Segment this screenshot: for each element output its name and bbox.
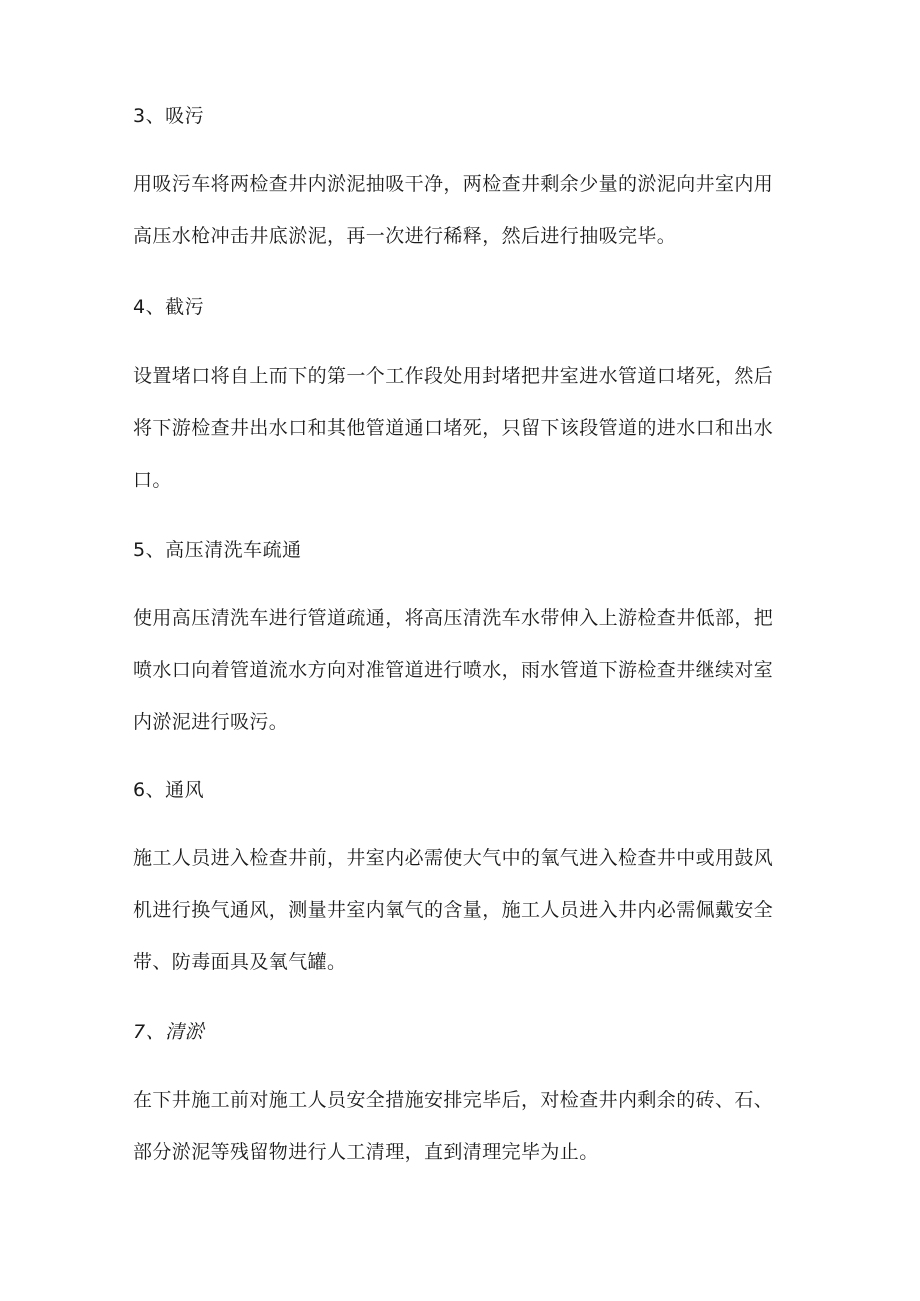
section-4-line-1: 设置堵口将自上而下的第一个工作段处用封堵把井室进水管道口堵死，然后 (133, 365, 774, 387)
section-7-line-2: 部分淤泥等残留物进行人工清理，直到清理完毕为止。 (133, 1141, 599, 1163)
section-4-line-3: 口。 (133, 469, 172, 491)
section-3-heading: 3、吸污 (133, 105, 205, 127)
section-5-line-1: 使用高压清洗车进行管道疏通，将高压清洗车水带伸入上游检查井低部，把 (133, 607, 774, 629)
section-5-paragraph (133, 592, 798, 748)
section-4-line-2: 将下游检查井出水口和其他管道通口堵死，只留下该段管道的进水口和出水 (133, 417, 774, 439)
section-3-line-2: 高压水枪冲击井底淤泥，再一次进行稀释，然后进行抽吸完毕。 (133, 225, 677, 247)
section-5-heading: 5、高压清洗车疏通 (133, 539, 302, 561)
section-4-paragraph (133, 350, 798, 506)
section-7-paragraph (133, 1074, 798, 1178)
section-7-line-1: 在下井施工前对施工人员安全措施安排完毕后，对检查井内剩余的砖、石、 (133, 1089, 774, 1111)
section-3-line-1: 用吸污车将两检查井内淤泥抽吸干净，两检查井剩余少量的淤泥向井室内用 (133, 173, 774, 195)
section-6-line-2: 机进行换气通风，测量井室内氧气的含量，施工人员进入井内必需佩戴安全 (133, 899, 774, 921)
section-4-heading: 4、截污 (133, 296, 205, 318)
section-5-line-3: 内淤泥进行吸污。 (133, 711, 289, 733)
section-6-line-1: 施工人员进入检查井前，井室内必需使大气中的氧气进入检查井中或用鼓风 (133, 847, 774, 869)
section-6-paragraph (133, 832, 798, 988)
section-3-paragraph (133, 158, 798, 262)
section-7-heading: 7、清淤 (133, 1021, 205, 1043)
section-6-line-3: 带、防毒面具及氧气罐。 (133, 951, 347, 973)
section-5-line-2: 喷水口向着管道流水方向对准管道进行喷水，雨水管道下游检查井继续对室 (133, 659, 774, 681)
section-6-heading: 6、通风 (133, 779, 205, 801)
